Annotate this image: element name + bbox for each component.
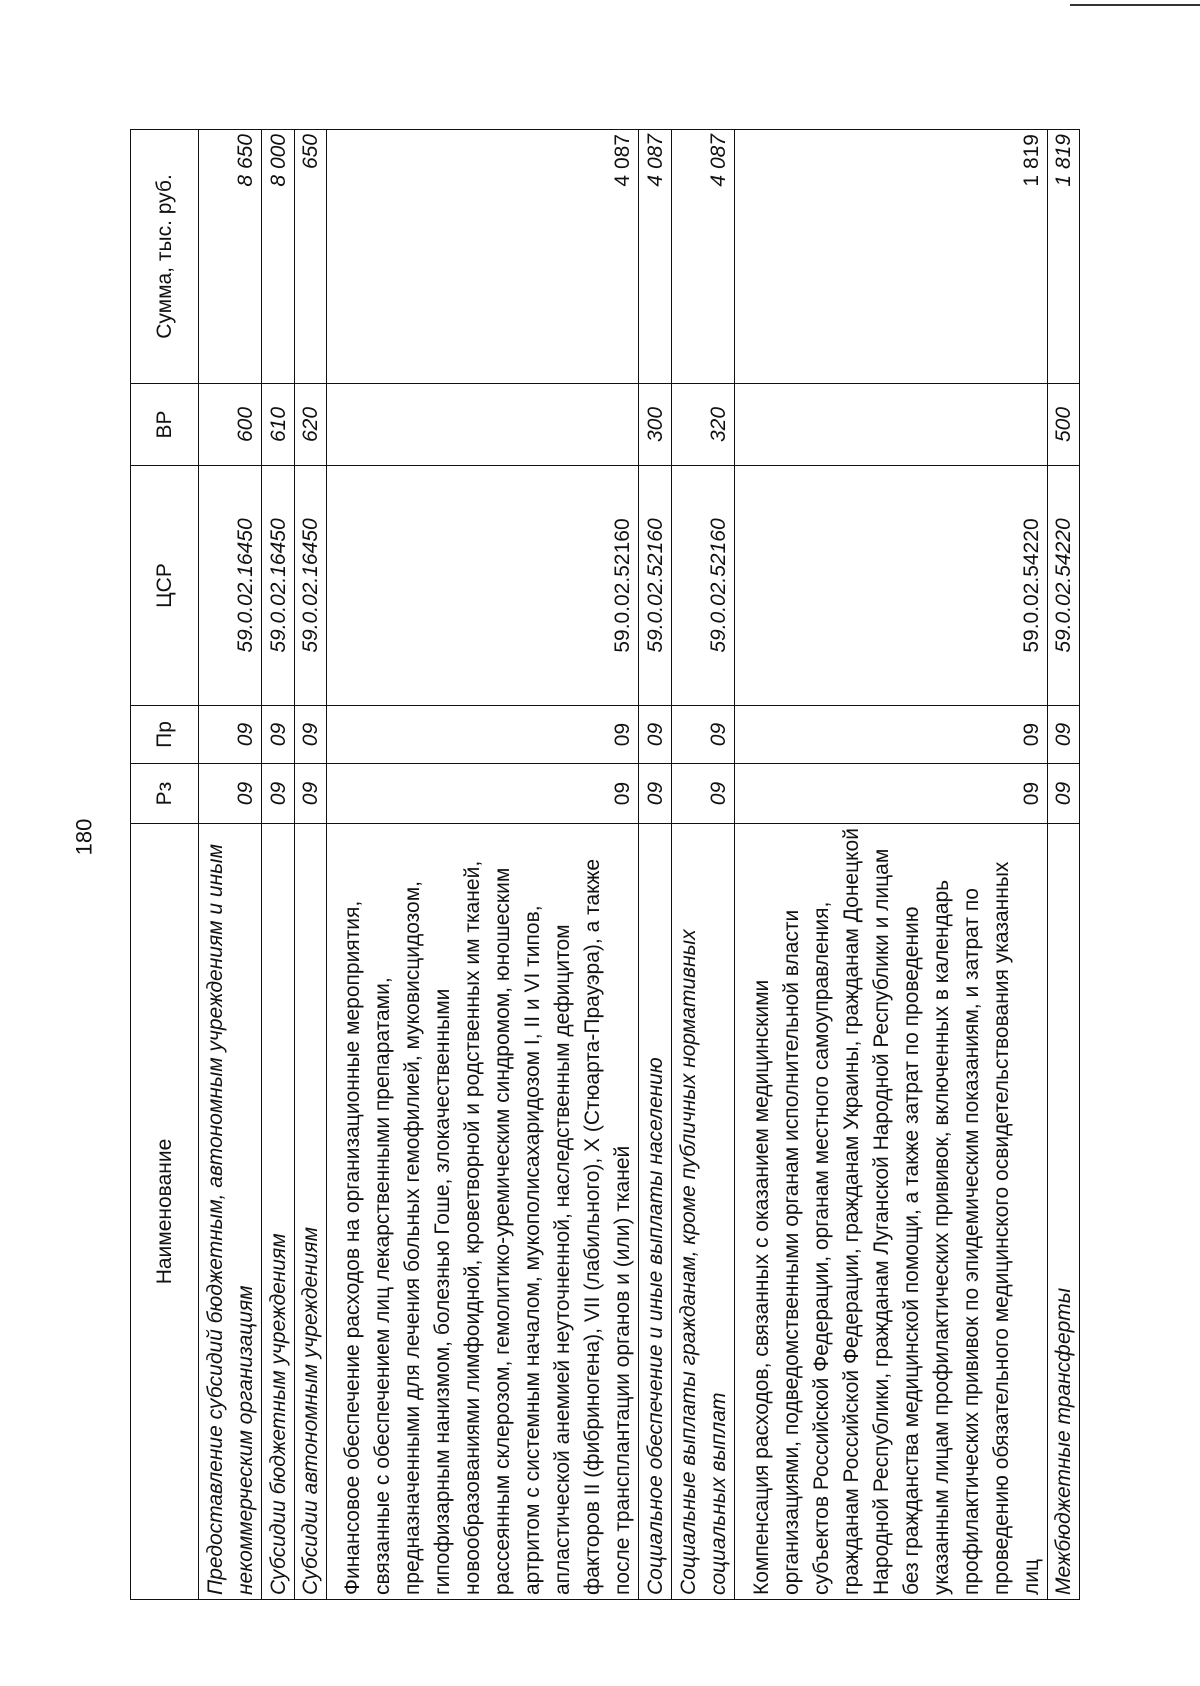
header-pr: Пр — [131, 706, 199, 764]
table-row — [262, 130, 294, 1600]
cell-csr: 59.0.02.16450 — [294, 466, 326, 706]
cell-sum: 8 000 — [262, 130, 294, 384]
cell-rz: 09 — [1047, 764, 1079, 824]
cell-sum: 1 819 — [735, 130, 1048, 384]
cell-vr — [735, 384, 1048, 466]
cell-name: Социальные выплаты гражданам, кроме публичных нормативных социальных выплат — [671, 824, 734, 1600]
cell-sum: 1 819 — [1047, 130, 1079, 384]
cell-pr: 09 — [199, 706, 262, 764]
cell-name: Социальное обеспечение и иные выплаты населению — [639, 824, 671, 1600]
header-vr: ВР — [131, 384, 199, 466]
cell-sum: 4 087 — [326, 130, 639, 384]
cell-vr: 600 — [199, 384, 262, 466]
budget-table — [130, 129, 1080, 1600]
cell-pr: 09 — [735, 706, 1048, 764]
cell-csr: 59.0.02.52160 — [639, 466, 671, 706]
table-row — [326, 130, 639, 1600]
cell-pr: 09 — [671, 706, 734, 764]
cell-rz: 09 — [326, 764, 639, 824]
cell-csr: 59.0.02.54220 — [1047, 466, 1079, 706]
cell-rz: 09 — [294, 764, 326, 824]
table-row — [735, 130, 1048, 1600]
cell-vr: 320 — [671, 384, 734, 466]
table-row — [671, 130, 734, 1600]
table-row — [639, 130, 671, 1600]
cell-rz: 09 — [199, 764, 262, 824]
cell-name: Субсидии автономным учреждениям — [294, 824, 326, 1600]
cell-pr: 09 — [639, 706, 671, 764]
table-header-row — [131, 130, 199, 1600]
cell-pr: 09 — [326, 706, 639, 764]
cell-rz: 09 — [735, 764, 1048, 824]
rotated-sheet — [130, 130, 1080, 1600]
cell-sum: 650 — [294, 130, 326, 384]
table-row — [1047, 130, 1079, 1600]
cell-sum: 4 087 — [671, 130, 734, 384]
cell-rz: 09 — [671, 764, 734, 824]
cell-csr: 59.0.02.52160 — [671, 466, 734, 706]
table-body — [199, 130, 1080, 1600]
page-number: 180 — [71, 818, 97, 856]
cell-csr: 59.0.02.54220 — [735, 466, 1048, 706]
header-csr: ЦСР — [131, 466, 199, 706]
cell-pr: 09 — [262, 706, 294, 764]
cell-vr: 500 — [1047, 384, 1079, 466]
cell-name: Компенсация расходов, связанных с оказанием медицинскими организациями, подведомственными органам исполнительной власти субъектов Российской Федерации, органам местного самоуправления, гражданам Российской Федерации, гражданам Украины, гражданам Донецкой Народной Республики, гражданам Луганской Народной Республики и лицам без гражданства медицинской помощи, а также затрат по проведению указанным лицам профилактических прививок, включенных в календарь профилактических прививок по эпидемическим показаниям, и затрат по проведению обязательного медицинского освидетельствования указанных лиц — [735, 824, 1048, 1600]
cell-name: Межбюджетные трансферты — [1047, 824, 1079, 1600]
header-sum: Сумма, тыс. руб. — [131, 130, 199, 384]
cell-sum: 8 650 — [199, 130, 262, 384]
cell-csr: 59.0.02.16450 — [199, 466, 262, 706]
cell-name: Финансовое обеспечение расходов на организационные мероприятия, связанные с обеспечением лиц лекарственными препаратами, предназначенными для лечения больных гемофилией, муковисцидозом, гипофизарным нанизмом, болезнью Гоше, злокачественными новообразованиями лимфоидной, кроветворной и родственных им тканей, рассеянным склерозом, гемолитико-уремическим синдромом, юношеским артритом с системным началом, мукополисахаридозом I, II и VI типов, апластической анемией неуточненной, наследственным дефицитом факторов II (фибриногена), VII (лабильного), X (Стюарта-Прауэра), а также после трансплантации органов и (или) тканей — [326, 824, 639, 1600]
cell-vr: 610 — [262, 384, 294, 466]
cell-vr — [326, 384, 639, 466]
cell-sum: 4 087 — [639, 130, 671, 384]
table-row — [199, 130, 262, 1600]
table-row — [294, 130, 326, 1600]
scan-edge-line — [1070, 4, 1200, 6]
cell-rz: 09 — [639, 764, 671, 824]
header-rz: Рз — [131, 764, 199, 824]
cell-csr: 59.0.02.16450 — [262, 466, 294, 706]
cell-name: Предоставление субсидий бюджетным, автономным учреждениям и иным некоммерческим организациям — [199, 824, 262, 1600]
cell-csr: 59.0.02.52160 — [326, 466, 639, 706]
cell-vr: 300 — [639, 384, 671, 466]
cell-rz: 09 — [262, 764, 294, 824]
header-name: Наименование — [131, 824, 199, 1600]
cell-vr: 620 — [294, 384, 326, 466]
cell-pr: 09 — [1047, 706, 1079, 764]
cell-name: Субсидии бюджетным учреждениям — [262, 824, 294, 1600]
cell-pr: 09 — [294, 706, 326, 764]
